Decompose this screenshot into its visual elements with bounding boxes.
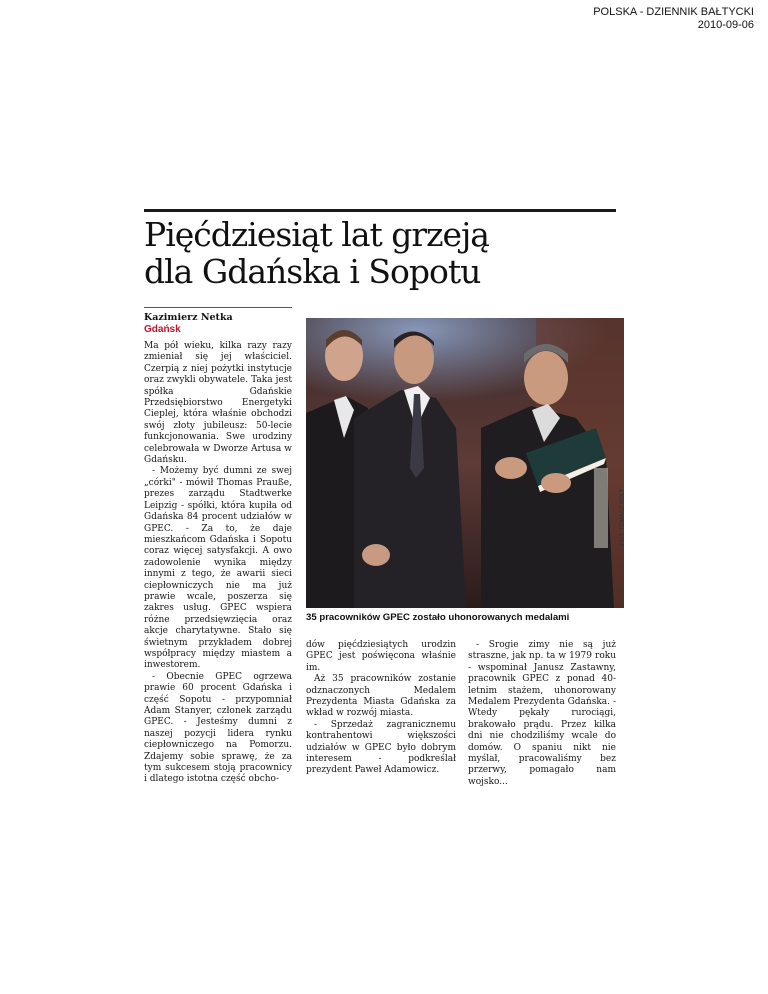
paragraph: Ma pół wieku, kilka razy razy zmieniał się jej właściciel. Czerpią z niej pożytki instytucje oraz zwykli obywatele. Taka jest spółka Gdańskie Przedsiębiorstwo Energetyki Cieplej, która właśnie obchodzi swój złoty jubileusz: 50-lecie funkcjonowania. Swe urodziny celebrowała w Dworze Artusa w Gdańsku. bbox=[144, 341, 292, 466]
headline bbox=[144, 216, 624, 290]
photo-illustration bbox=[306, 318, 624, 608]
article-photo bbox=[306, 318, 624, 608]
photo-caption: 35 pracowników GPEC zostało uhonorowanych medalami bbox=[306, 612, 570, 623]
author-name: Kazimierz Netka bbox=[144, 312, 233, 323]
paragraph: - Możemy być dumni ze swej „córki" - mówił Thomas Prauße, prezes zarządu Stadtwerke Leipzig - spółki, która kupiła od Gdańska 84 procent udziałów w GPEC. - Za to, że daje mieszkańcom Gdańska i Sopotu coraz więcej satysfakcji. A owo zadowolenie wynika między innymi z tego, że awarii sieci ciepłowniczych nie ma już prawie wcale, poszerza się zakres usług. GPEC wspiera różne przedsięwzięcia oraz akcje charytatywne. Stało się świetnym przykładem dobrej współpracy między miastem a inwestorem. bbox=[144, 466, 292, 671]
photo-credit: FOT. TOMASZ BOLT bbox=[620, 488, 626, 545]
headline-line-1: Pięćdziesiąt lat grzeją bbox=[144, 215, 489, 254]
headline-rule bbox=[144, 209, 616, 212]
article-column-1 bbox=[144, 341, 292, 786]
paragraph: - Sprzedaż zagranicznemu kontrahentowi większości udziałów w GPEC było dobrym interesem - podkreślał prezydent Paweł Adamowicz. bbox=[306, 719, 456, 776]
paragraph: Aż 35 pracowników zostanie odznaczonych Medalem Prezydenta Miasta Gdańska za wkład w rozwój miasta. bbox=[306, 674, 456, 719]
byline bbox=[144, 307, 292, 336]
clipping-meta bbox=[593, 6, 754, 32]
publication-name: POLSKA - DZIENNIK BAŁTYCKI bbox=[593, 6, 754, 18]
headline-line-2: dla Gdańska i Sopotu bbox=[144, 252, 481, 291]
paragraph: - Srogie zimy nie są już straszne, jak np. ta w 1979 roku - wspominał Janusz Zastawny, pracownik GPEC z ponad 40-letnim stażem, uhonorowany Medalem Prezydenta Gdańska. - Wtedy pękały rurociągi, brakowało prądu. Przez kilka dni nie chodziliśmy wcale do domów. O spaniu nikt nie myślał, pracowaliśmy bez przerwy, pomagało nam wojsko... bbox=[468, 640, 616, 787]
article-column-3 bbox=[468, 640, 616, 788]
paragraph: - Obecnie GPEC ogrzewa prawie 60 procent Gdańska i część Sopotu - przypomniał Adam Stanyer, członek zarządu GPEC. - Jesteśmy dumni z naszej pozycji lidera rynku ciepłowniczego na Pomorzu. Zdajemy sobie sprawę, że za tym sukcesem stoją pracownicy i dlatego istotna część obcho- bbox=[144, 671, 292, 785]
dateline-location: Gdańsk bbox=[144, 324, 181, 335]
article-column-2 bbox=[306, 640, 456, 777]
publication-date: 2010-09-06 bbox=[697, 19, 754, 31]
paragraph: dów pięćdziesiątych urodzin GPEC jest poświęcona właśnie im. bbox=[306, 640, 456, 673]
byline-divider bbox=[144, 307, 292, 308]
